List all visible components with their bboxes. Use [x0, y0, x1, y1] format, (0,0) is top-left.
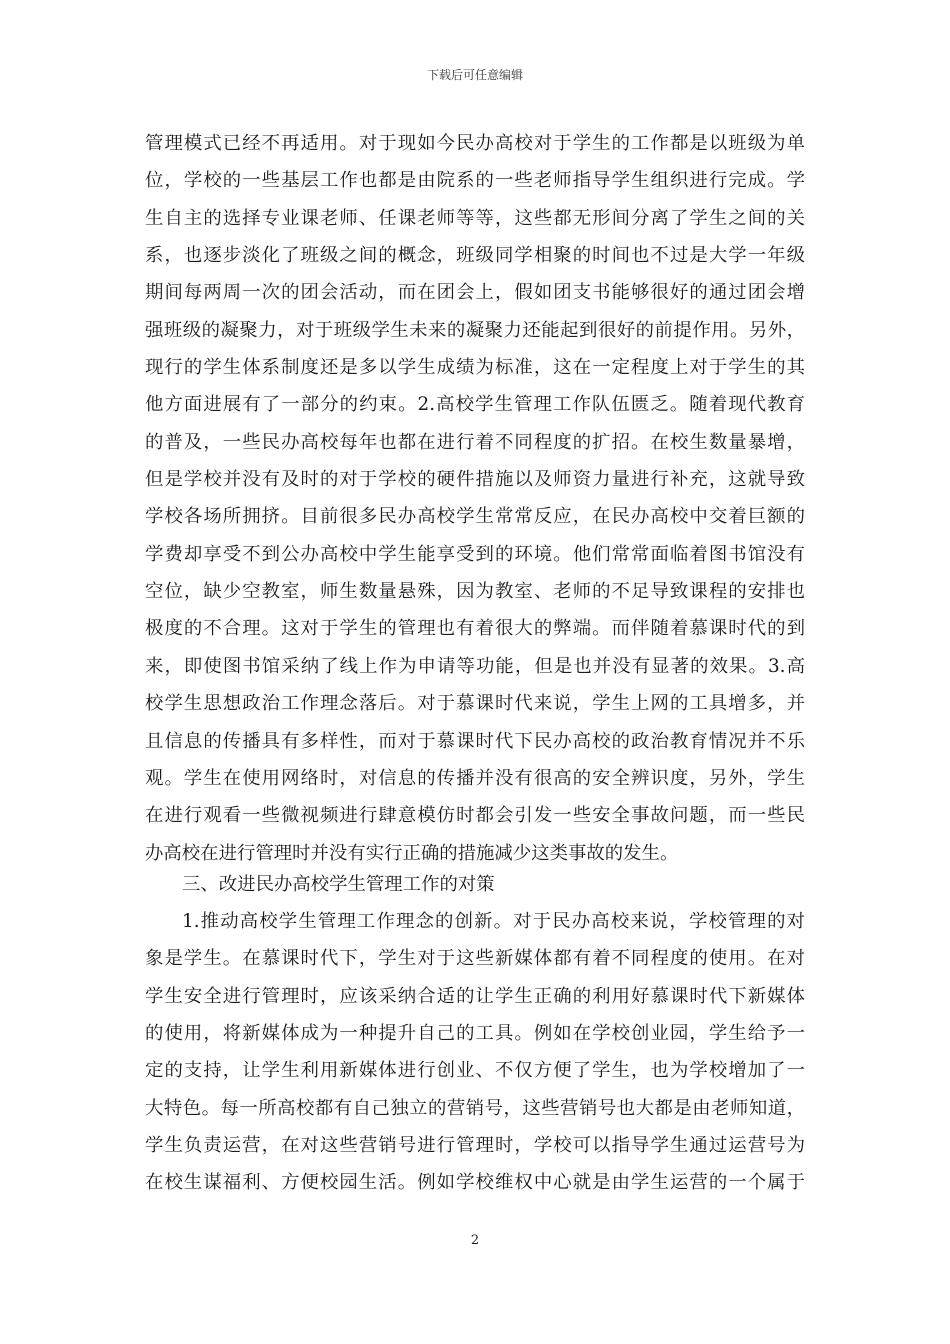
- text-line: 学校各场所拥挤。目前很多民办高校学生常常反应，在民办高校中交着巨额的: [145, 506, 805, 528]
- text-line: 校学生思想政治工作理念落后。对于慕课时代来说，学生上网的工具增多，并: [145, 693, 805, 715]
- page-number: 2: [470, 1233, 480, 1248]
- page-header: 下载后可任意编辑: [426, 68, 523, 82]
- text-line: 极度的不合理。这对于学生的管理也有着很大的弊端。而伴随着慕课时代的到: [145, 618, 805, 640]
- text-line: 系，也逐步淡化了班级之间的概念，班级同学相聚的时间也不过是大学一年级: [145, 245, 805, 267]
- section-heading: [145, 866, 805, 903]
- text-line: 学生负责运营，在对这些营销号进行管理时，学校可以指导学生通过运营号为: [145, 1135, 805, 1157]
- text-line: 观。学生在使用网络时，对信息的传播并没有很高的安全辨识度，另外，学生: [145, 767, 805, 789]
- text-line: 定的支持，让学生利用新媒体进行创业、不仅方便了学生，也为学校增加了一: [145, 1060, 805, 1082]
- text-line: 且信息的传播具有多样性，而对于慕课时代下民办高校的政治教育情况并不乐: [145, 730, 805, 752]
- text-line: 期间每两周一次的团会活动，而在团会上，假如团支书能够很好的通过团会增: [145, 282, 805, 304]
- text-line: 但是学校并没有及时的对于学校的硬件措施以及师资力量进行补充，这就导致: [145, 469, 805, 491]
- text-line: 学生安全进行管理时，应该采纳合适的让学生正确的利用好慕课时代下新媒体: [145, 985, 805, 1007]
- text-line: 他方面进展有了一部分的约束。2.高校学生管理工作队伍匮乏。随着现代教育: [145, 394, 805, 416]
- text-line: 现行的学生体系制度还是多以学生成绩为标准，这在一定程度上对于学生的其: [145, 357, 805, 379]
- text-line: 空位，缺少空教室，师生数量悬殊，因为教室、老师的不足导致课程的安排也: [145, 581, 805, 603]
- text-line: 学费却享受不到公办高校中学生能享受到的环境。他们常常面临着图书馆没有: [145, 543, 805, 565]
- text-line: 在校生谋福利、方便校园生活。例如学校维权中心就是由学生运营的一个属于: [145, 1172, 805, 1194]
- text-line: 大特色。每一所高校都有自己独立的营销号，这些营销号也大都是由老师知道，: [145, 1097, 805, 1119]
- text-line: 生自主的选择专业课老师、任课老师等等，这些都无形间分离了学生之间的关: [145, 207, 805, 229]
- text-line: 来，即使图书馆采纳了线上作为申请等功能，但是也并没有显著的效果。3.高: [145, 655, 805, 677]
- paragraph-continued: [145, 125, 805, 872]
- text-line: 象是学生。在慕课时代下，学生对于这些新媒体都有着不同程度的使用。在对: [145, 948, 805, 970]
- section-heading-text: 三、改进民办高校学生管理工作的对策: [182, 874, 495, 895]
- paragraph-measures: [145, 903, 805, 1202]
- text-line: 的普及，一些民办高校每年也都在进行着不同程度的扩招。在校生数量暴增，: [145, 431, 805, 453]
- text-line: 1.推动高校学生管理工作理念的创新。对于民办高校来说，学校管理的对: [182, 911, 805, 932]
- text-line: 办高校在进行管理时并没有实行正确的措施减少这类事故的发生。: [145, 842, 679, 864]
- text-line: 的使用，将新媒体成为一种提升自己的工具。例如在学校创业园，学生给予一: [145, 1023, 805, 1045]
- text-line: 在进行观看一些微视频进行肆意模仿时都会引发一些安全事故问题，而一些民: [145, 805, 805, 827]
- text-line: 位，学校的一些基层工作也都是由院系的一些老师指导学生组织进行完成。学: [145, 170, 805, 192]
- text-line: 强班级的凝聚力，对于班级学生未来的凝聚力还能起到很好的前提作用。另外，: [145, 319, 805, 341]
- text-line: 管理模式已经不再适用。对于现如今民办高校对于学生的工作都是以班级为单: [145, 133, 805, 154]
